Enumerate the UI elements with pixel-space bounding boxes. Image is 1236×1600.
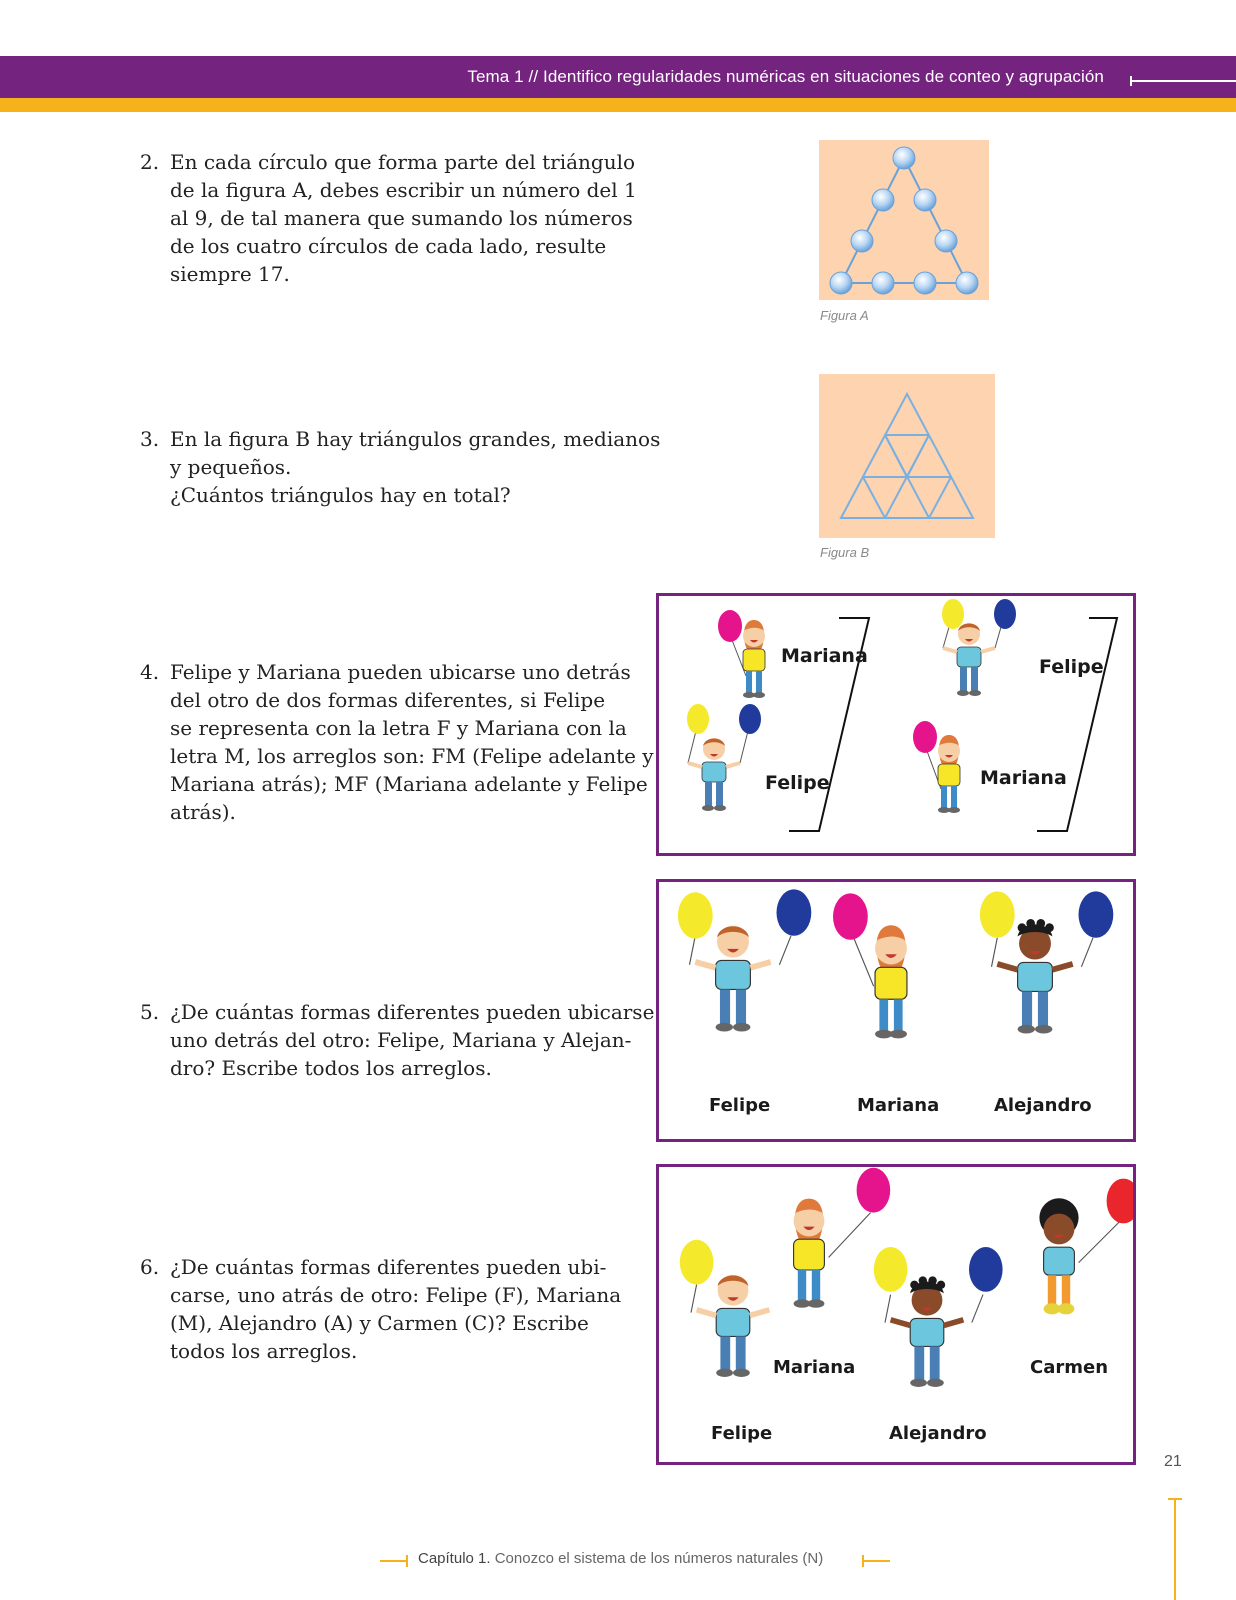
balloon-blue-icon — [777, 889, 812, 935]
mariana-figure — [913, 721, 960, 813]
panel-three-children — [656, 879, 1136, 1142]
triangle-node — [935, 230, 957, 252]
question-6 — [140, 1253, 621, 1365]
balloon-blue-icon — [739, 704, 761, 734]
balloon-magenta-icon — [718, 610, 742, 642]
mariana-figure — [833, 893, 907, 1038]
label-alejandro: Alejandro — [889, 1423, 987, 1444]
label-mariana-front: Mariana — [781, 645, 868, 667]
triangle-node — [851, 230, 873, 252]
felipe-figure — [687, 704, 761, 811]
balloon-magenta-icon — [833, 893, 868, 939]
footer-rule-left — [380, 1560, 408, 1562]
label-felipe: Felipe — [711, 1423, 773, 1444]
mariana-figure — [794, 1168, 891, 1308]
triangle-node — [914, 272, 936, 294]
balloon-blue-icon — [994, 599, 1016, 629]
question-text: Felipe y Mariana pueden ubicarse uno detrás del otro de dos formas diferentes, si Felipe se representa con la letra F y Mariana con la letra M, los arreglos son: FM (Felipe adelante y Mariana atrás); MF (Mariana adelante y Felipe atrás). — [170, 660, 654, 824]
balloon-yellow-icon — [942, 599, 964, 629]
footer — [418, 1550, 823, 1567]
footer-title: Conozco el sistema de los números naturales (N) — [490, 1550, 824, 1567]
label-felipe-back: Felipe — [765, 772, 830, 794]
balloon-blue-icon — [1079, 891, 1114, 937]
question-4 — [140, 658, 654, 826]
question-5 — [140, 998, 654, 1082]
side-rule — [1174, 1498, 1176, 1600]
page-number: 21 — [1164, 1453, 1182, 1470]
balloon-yellow-icon — [680, 1240, 714, 1285]
label-mariana-back: Mariana — [980, 767, 1067, 789]
question-text: ¿De cuántas formas diferentes pueden ubi- carse, uno atrás de otro: Felipe (F), Mariana (M), Alejandro (A) y Carmen (C)? Escribe todos los arreglos. — [170, 1255, 622, 1363]
balloon-yellow-icon — [687, 704, 709, 734]
triangle-node — [872, 189, 894, 211]
question-number: 2. — [140, 150, 160, 174]
bracket-line-right — [1037, 618, 1117, 831]
header-accent-stripe — [0, 98, 1236, 112]
label-carmen: Carmen — [1030, 1357, 1109, 1378]
header-rule-tick — [1130, 76, 1132, 86]
triangle-node — [914, 189, 936, 211]
label-alejandro: Alejandro — [994, 1095, 1092, 1116]
circle-triangle-diagram — [819, 140, 989, 300]
balloon-magenta-icon — [857, 1168, 891, 1213]
figure-b-caption: Figura B — [820, 545, 870, 560]
question-number: 3. — [140, 427, 160, 451]
question-3 — [140, 425, 660, 509]
footer-rule-left-tick — [406, 1555, 408, 1567]
felipe-figure — [942, 599, 1016, 696]
question-number: 6. — [140, 1255, 160, 1279]
label-mariana: Mariana — [773, 1357, 856, 1378]
carmen-figure — [1039, 1179, 1133, 1315]
panel-four-children — [656, 1164, 1136, 1465]
balloon-yellow-icon — [980, 891, 1015, 937]
question-number: 5. — [140, 1000, 160, 1024]
mariana-figure — [718, 610, 765, 698]
balloon-yellow-icon — [874, 1247, 908, 1292]
balloon-blue-icon — [969, 1247, 1003, 1292]
balloon-magenta-icon — [913, 721, 937, 753]
triangle-node — [872, 272, 894, 294]
question-text: En cada círculo que forma parte del triángulo de la figura A, debes escribir un número del 1 al 9, de tal manera que sumando los números de los cuatro círculos de cada lado, resulte siempre 17. — [170, 150, 637, 286]
label-mariana: Mariana — [857, 1095, 940, 1116]
triangle-node — [830, 272, 852, 294]
figure-a — [819, 140, 989, 300]
figure-b — [819, 374, 995, 538]
panel-arrangement-two — [656, 593, 1136, 856]
footer-rule-right-tick — [862, 1555, 864, 1567]
question-number: 4. — [140, 660, 160, 684]
footer-chapter: Capítulo 1. — [418, 1550, 491, 1567]
header-title: Tema 1 // Identifico regularidades numéricas en situaciones de conteo y agrupación — [467, 67, 1104, 86]
header-rule — [1130, 80, 1236, 82]
triangle-node — [893, 147, 915, 169]
footer-rule-right — [862, 1560, 890, 1562]
label-felipe: Felipe — [709, 1095, 771, 1116]
triangle-node — [956, 272, 978, 294]
question-text: ¿De cuántas formas diferentes pueden ubicarse uno detrás del otro: Felipe, Mariana y Alejan- dro? Escribe todos los arreglos. — [170, 1000, 655, 1080]
question-2 — [140, 148, 637, 288]
balloon-red-icon — [1107, 1179, 1133, 1224]
alejandro-figure — [980, 891, 1113, 1033]
label-felipe-front: Felipe — [1039, 656, 1104, 678]
question-text: En la figura B hay triángulos grandes, medianos y pequeños. ¿Cuántos triángulos hay en total? — [170, 427, 661, 507]
felipe-figure — [678, 889, 811, 1031]
alejandro-figure — [874, 1247, 1003, 1387]
subdivided-triangle-diagram — [819, 374, 995, 538]
figure-a-caption: Figura A — [820, 308, 869, 323]
balloon-yellow-icon — [678, 892, 713, 938]
felipe-figure — [680, 1240, 770, 1377]
